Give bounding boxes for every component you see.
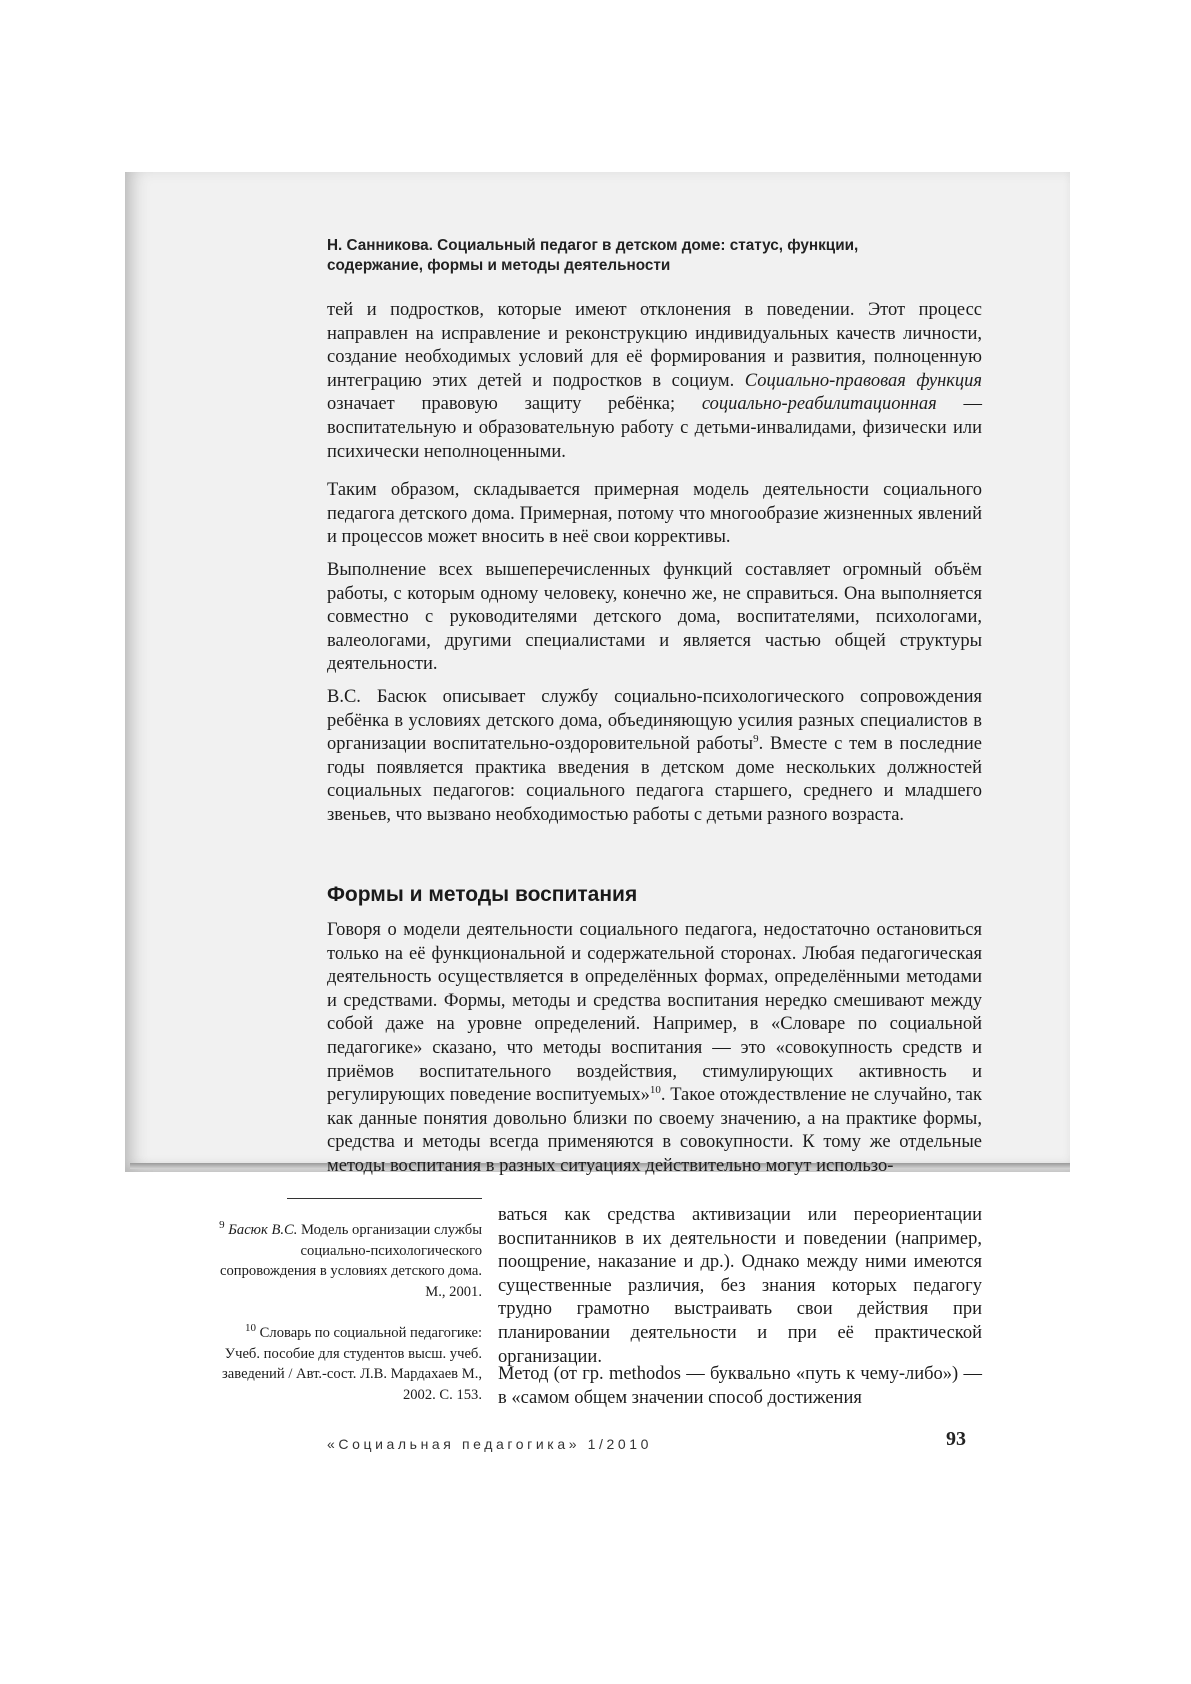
- term-socio-rehab: социально-реабилитационная: [701, 394, 937, 415]
- footnote-ref-10: 10: [649, 1084, 661, 1096]
- footnote-divider: [287, 1198, 482, 1199]
- footnote-9: [210, 1220, 482, 1302]
- footnote-10: [210, 1323, 482, 1405]
- running-header-line-2: содержание, формы и методы деятельности: [327, 257, 671, 274]
- section-heading: Формы и методы воспитания: [327, 883, 638, 906]
- paragraph-4: [327, 686, 982, 828]
- paragraph-4-text-a: В.С. Басюк описывает службу социально-психологического сопровождения ребёнка в условиях детского дома, объединяющую усилия разных специалистов в организации воспитательно-оздоровительной работы: [327, 687, 982, 755]
- paragraph-6: Метод (от гр. methodos — буквально «путь к чему-либо») — в «самом общем значении способ достижения: [498, 1364, 982, 1408]
- footnote-9-author: Басюк В.С.: [228, 1222, 298, 1238]
- paragraph-3: Выполнение всех вышеперечисленных функций составляет огромный объём работы, с которым одному человеку, конечно же, не справиться. Она выполняется совместно с руководителями детского дома, воспитателями, психологами, валеологами, другими специалистами и является частью общей структуры деятельности.: [327, 560, 982, 675]
- paragraph-5-text-a: Говоря о модели деятельности социального педагога, недостаточно остановиться только на её функциональной и содержательной сторонах. Любая педагогическая деятельность осуществляется в определённых формах, определёнными методами и средствами. Формы, методы и средства воспитания нередко смешивают между собой даже на уровне определений. Например, в «Словаре по социальной педагогике» сказано, что методы воспитания — это «совокупность средств и приёмов воспитательного воздействия, стимулирующих активность и регулирующих поведение воспитуемых»: [327, 920, 982, 1106]
- journal-footer: «Социальная педагогика» 1/2010: [327, 1436, 652, 1452]
- footnote-10-number: 10: [245, 1322, 257, 1335]
- paragraph-1-text-c: — воспитательную и образовательную работу с детьми-инвалидами, физически или психически неполноценными.: [327, 394, 982, 462]
- paragraph-2: Таким образом, складывается примерная модель деятельности социального педагога детского дома. Примерная, потому что многообразие жизненных явлений и процессов может вносить в неё свои коррективы.: [327, 480, 982, 548]
- footnote-ref-9: 9: [753, 733, 759, 746]
- paragraph-1-text-b: означает правовую защиту ребёнка;: [327, 394, 702, 415]
- footnote-9-text: Модель организации службы социально-психологического сопровождения в условиях детского дома. М., 2001.: [220, 1222, 482, 1300]
- footnote-10-text: Словарь по социальной педагогике: Учеб. пособие для студентов высш. учеб. заведений / Авт.-сост. Л.В. Мардахаев М., 2002. С. 153.: [222, 1325, 482, 1403]
- paragraph-1-text-a: тей и подростков, которые имеют отклонения в поведении. Этот процесс направлен на исправление и реконструкцию индивидуальных качеств личности, создание необходимых условий для её формирования и развития, полноценную интеграцию этих детей и подростков в социум.: [327, 300, 982, 391]
- paragraph-4-text-b: . Вместе с тем в последние годы появляется практика введения в детском доме нескольких должностей социальных педагогов: социального педагога старшего, среднего и младшего звеньев, что вызвано необходимостью работы с детьми разного возраста.: [327, 734, 982, 825]
- page-number: 93: [946, 1428, 966, 1450]
- paragraph-5-text-b: . Такое отождествление не случайно, так как данные понятия довольно близки по своему значению, а на практике формы, средства и методы всегда применяются в совокупности. К тому же отдельные методы воспитания в разных ситуациях действительно могут использо-: [327, 1085, 983, 1176]
- paragraph-5: [327, 919, 982, 1179]
- running-header: [327, 236, 957, 276]
- paragraph-1: [327, 299, 982, 464]
- term-socio-legal: Социально-правовая функция: [744, 370, 982, 391]
- paragraph-5-continuation: ваться как средства активизации или переориентации воспитанников в их деятельности и поведении (например, поощрение, наказание и др.). Однако между ними имеются существенные различия, без знания которых педагогу трудно грамотно выстраивать свои действия при планировании деятельности и при её практической организации.: [498, 1205, 982, 1367]
- footnote-9-number: 9: [219, 1219, 225, 1232]
- running-header-line-1: Н. Санникова. Социальный педагог в детском доме: статус, функции,: [327, 237, 859, 254]
